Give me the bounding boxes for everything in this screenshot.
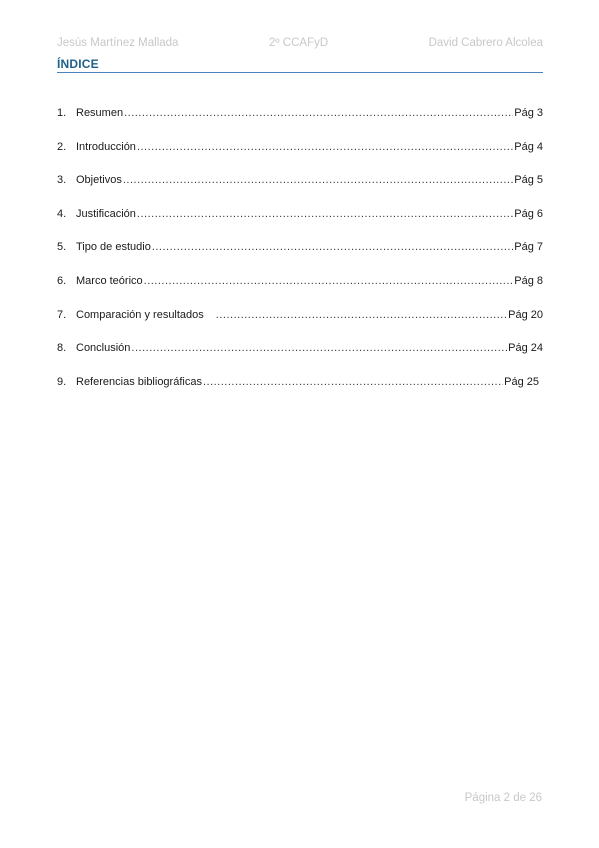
toc-entry-number: 1. bbox=[57, 107, 67, 119]
toc-entry-page: Pág 25 bbox=[504, 375, 539, 388]
toc-entry-comparacion-y-resultados[interactable] bbox=[57, 306, 543, 340]
toc-entry-page: Pág 24 bbox=[508, 342, 543, 355]
toc-entry-page: Pág 8 bbox=[514, 274, 543, 287]
toc-entry-justificacion[interactable] bbox=[57, 205, 543, 239]
toc-entry-label: Justificación bbox=[76, 207, 136, 220]
toc-dot-leader bbox=[203, 373, 503, 391]
toc-entry-introduccion[interactable] bbox=[57, 138, 543, 172]
toc-entry-page: Pág 7 bbox=[514, 241, 543, 254]
toc-entry-label: Conclusión bbox=[76, 342, 131, 355]
toc-dot-leader bbox=[216, 306, 507, 324]
toc-entry-tipo-de-estudio[interactable] bbox=[57, 238, 543, 272]
toc-entry-number: 8. bbox=[57, 342, 67, 355]
page-number-footer: Página 2 de 26 bbox=[464, 792, 542, 804]
toc-entry-page: Pág 3 bbox=[514, 107, 543, 119]
toc-entry-number: 9. bbox=[57, 375, 67, 388]
title-divider bbox=[57, 72, 543, 73]
header-course: 2º CCAFyD bbox=[269, 37, 329, 49]
header-author-right: David Cabrero Alcolea bbox=[428, 37, 543, 49]
toc-dot-leader bbox=[144, 272, 514, 290]
index-title: ÍNDICE bbox=[57, 57, 99, 71]
toc-dot-leader bbox=[137, 138, 513, 156]
toc-entry-label: Comparación y resultados bbox=[76, 308, 204, 321]
toc-entry-resumen[interactable] bbox=[57, 104, 543, 138]
toc-dot-leader bbox=[131, 339, 507, 357]
page-header bbox=[57, 37, 543, 53]
toc-dot-leader bbox=[123, 171, 513, 189]
toc-entry-number: 6. bbox=[57, 274, 67, 287]
toc-entry-page: Pág 20 bbox=[508, 308, 543, 321]
toc-entry-label: Marco teórico bbox=[76, 274, 143, 287]
toc-dot-leader bbox=[152, 238, 513, 256]
toc-entry-objetivos[interactable] bbox=[57, 171, 543, 205]
toc-entry-referencias-bibliograficas[interactable] bbox=[57, 373, 543, 407]
table-of-contents bbox=[57, 104, 543, 406]
toc-dot-leader bbox=[137, 205, 513, 223]
toc-entry-number: 3. bbox=[57, 174, 67, 187]
toc-entry-label: Introducción bbox=[76, 140, 136, 153]
toc-entry-marco-teorico[interactable] bbox=[57, 272, 543, 306]
toc-entry-page: Pág 6 bbox=[514, 207, 543, 220]
toc-entry-label: Referencias bibliográficas bbox=[76, 375, 202, 388]
toc-entry-conclusion[interactable] bbox=[57, 339, 543, 373]
toc-entry-number: 7. bbox=[57, 308, 67, 321]
toc-entry-number: 2. bbox=[57, 140, 67, 153]
toc-entry-label: Resumen bbox=[76, 107, 124, 119]
header-author-left: Jesús Martínez Mallada bbox=[57, 37, 179, 49]
toc-dot-leader bbox=[124, 104, 513, 122]
toc-entry-label: Objetivos bbox=[76, 174, 122, 187]
toc-entry-number: 5. bbox=[57, 241, 67, 254]
toc-entry-label: Tipo de estudio bbox=[76, 241, 151, 254]
toc-entry-number: 4. bbox=[57, 207, 67, 220]
toc-entry-page: Pág 5 bbox=[514, 174, 543, 187]
toc-entry-page: Pág 4 bbox=[514, 140, 543, 153]
